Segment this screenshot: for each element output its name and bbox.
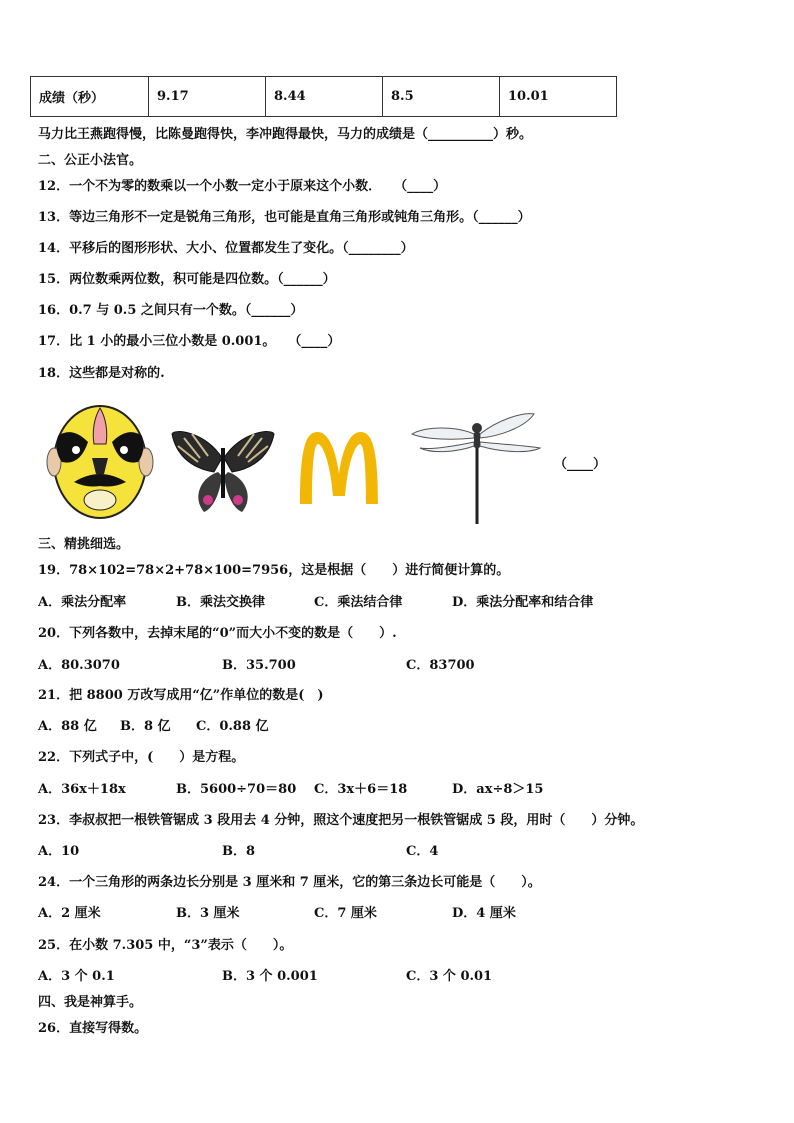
option-b[interactable]: B．5600÷70＝80 <box>176 782 297 797</box>
question-11-text: 马力比王燕跑得慢，比陈曼跑得快，李冲跑得最快，马力的成绩是（__________）秒。 <box>38 127 533 142</box>
option-d[interactable]: D．ax÷8＞15 <box>452 782 544 797</box>
butterfly-image <box>170 428 276 516</box>
option-c[interactable]: C．乘法结合律 <box>314 595 403 610</box>
option-a[interactable]: A．36x＋18x <box>38 782 126 797</box>
option-c[interactable]: C．3x＋6＝18 <box>314 782 408 797</box>
table-cell: 9.17 <box>149 77 266 117</box>
section-heading: 二、公正小法官。 <box>38 153 143 168</box>
question-14: 14．平移后的图形形状、大小、位置都发生了变化。（________） <box>38 241 414 256</box>
table-cell: 8.5 <box>383 77 500 117</box>
option-b[interactable]: B．35.700 <box>222 658 296 673</box>
option-a[interactable]: A．2 厘米 <box>38 906 101 921</box>
question-18: 18．这些都是对称的. <box>38 366 165 381</box>
section-heading: 四、我是神算手。 <box>38 995 143 1010</box>
option-a[interactable]: A．3 个 0.1 <box>38 969 115 984</box>
question-13: 13．等边三角形不一定是锐角三角形，也可能是直角三角形或钝角三角形。（______） <box>38 210 531 225</box>
table-cell: 10.01 <box>500 77 617 117</box>
table-row <box>31 77 617 117</box>
question-12: 12．一个不为零的数乘以一个小数一定小于原来这个小数． （____） <box>38 179 447 194</box>
question-26: 26．直接写得数。 <box>38 1021 148 1036</box>
question-20: 20．下列各数中，去掉末尾的“0”而大小不变的数是（ ）. <box>38 626 397 641</box>
m-logo-image <box>296 430 382 506</box>
question-18-blank[interactable]: （____） <box>554 457 607 472</box>
table-cell: 8.44 <box>266 77 383 117</box>
option-a[interactable]: A．乘法分配率 <box>38 595 127 610</box>
option-b[interactable]: B．8 亿 <box>120 719 171 734</box>
question-22: 22．下列式子中，( ）是方程。 <box>38 750 245 765</box>
question-24: 24．一个三角形的两条边长分别是 3 厘米和 7 厘米，它的第三条边长可能是（ ）。 <box>38 875 541 890</box>
option-c[interactable]: C．4 <box>406 844 439 859</box>
score-table <box>30 76 617 117</box>
question-15: 15．两位数乘两位数，积可能是四位数。（______） <box>38 272 336 287</box>
section-heading: 三、精挑细选。 <box>38 537 130 552</box>
question-21: 21．把 8800 万改写成用“亿”作单位的数是( ) <box>38 688 324 703</box>
table-cell: 成绩（秒） <box>31 77 149 117</box>
option-c[interactable]: C．7 厘米 <box>314 906 377 921</box>
option-b[interactable]: B．乘法交换律 <box>176 595 265 610</box>
option-a[interactable]: A．10 <box>38 844 80 859</box>
option-b[interactable]: B．3 个 0.001 <box>222 969 318 984</box>
question-16: 16．0.7 与 0.5 之间只有一个数。（______） <box>38 303 304 318</box>
option-c[interactable]: C．0.88 亿 <box>196 719 269 734</box>
option-c[interactable]: C．83700 <box>406 658 475 673</box>
question-25: 25．在小数 7.305 中，“3”表示（ ）。 <box>38 938 293 953</box>
option-b[interactable]: B．3 厘米 <box>176 906 240 921</box>
dragonfly-image <box>406 408 546 526</box>
option-d[interactable]: D．4 厘米 <box>452 906 516 921</box>
option-c[interactable]: C．3 个 0.01 <box>406 969 493 984</box>
option-b[interactable]: B．8 <box>222 844 256 859</box>
question-23: 23．李叔叔把一根铁管锯成 3 段用去 4 分钟，照这个速度把另一根铁管锯成 5 段，用时（ ）分钟。 <box>38 813 644 828</box>
question-19: 19．78×102=78×2+78×100=7956，这是根据（ ）进行简便计算的。 <box>38 563 510 578</box>
option-d[interactable]: D．乘法分配率和结合律 <box>452 595 594 610</box>
opera-mask-image <box>44 396 156 522</box>
question-17: 17．比 1 小的最小三位小数是 0.001。 （____） <box>38 334 341 349</box>
option-a[interactable]: A．80.3070 <box>38 658 120 673</box>
option-a[interactable]: A．88 亿 <box>38 719 97 734</box>
